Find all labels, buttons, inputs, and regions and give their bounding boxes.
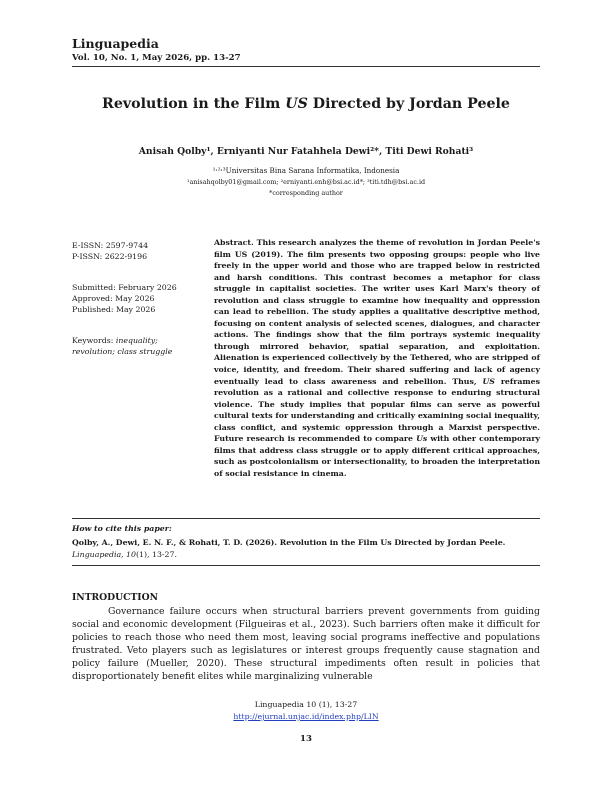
title-part-2: Directed by Jordan Peele: [307, 96, 510, 112]
abstract-text-1: This research analyzes the theme of revolution in Jordan Peele's film US (2019). The film presents two opposing groups: people who live freely in the upper world and those who are trapped below in restricted and harsh conditions. This contrast becomes a metaphor for class struggle in capitalist societies. The writer uses Karl Marx's theory of revolution and class struggle to examine how inequality and oppression can lead to rebellion. The study applies a qualitative descriptive method, focusing on content analysis of selected scenes, dialogues, and character actions. The findings show that the film portrays systemic inequality through mirrored behavior, spatial separation, and exploitation. Alienation is experienced collectively by the Tethered, who are stripped of voice, identity, and freedom. Their shared suffering and lack of agency eventually lead to class awareness and rebellion. Thus,: [214, 238, 540, 386]
title-part-1: Revolution in the Film: [102, 96, 286, 112]
footer-journal-link[interactable]: http://ejurnal.unjac.id/index.php/LIN: [233, 712, 379, 721]
published-date: Published: May 2026: [72, 305, 156, 314]
abstract-italic-us-2: Us: [416, 434, 428, 444]
corresponding-author-note: *corresponding author: [269, 189, 343, 197]
pissn: P-ISSN: 2622-9196: [72, 252, 148, 261]
citation-journal: Linguapedia, 10: [72, 549, 136, 559]
introduction-paragraph: Governance failure occurs when structural barriers prevent governments from guiding social and economic development (Filgueiras et al., 2023). Such barriers often make it difficult for policies to reach those who need them most, leaving social programs ineffective and populations frustrated. Veto players such as legislatures or interest groups frequently cause stagnation and policy failure (Mueller, 2020). These structural impediments often result in policies that disproportionately benefit elites while marginalizing vulnerable: [72, 606, 540, 682]
keywords-list: inequality; revolution; class struggle: [72, 336, 173, 356]
citation-issue: (1), 13-27.: [135, 549, 177, 559]
journal-issue-info: Vol. 10, No. 1, May 2026, pp. 13-27: [72, 53, 241, 63]
citation-bottom-rule: [72, 565, 540, 566]
footer-journal-line: Linguapedia 10 (1), 13-27: [254, 700, 358, 709]
submitted-date: Submitted: February 2026: [72, 283, 177, 292]
keywords-label: Keywords:: [72, 336, 114, 345]
page-number: 13: [300, 734, 312, 744]
author-emails: ¹anisahqolby01@gmail.com; ²erniyanti.enh@bsi.ac.id*; ³titi.tdh@bsi.ac.id: [186, 178, 426, 186]
affiliation: ¹˒²˒³Universitas Bina Sarana Informatika, Indonesia: [212, 166, 400, 175]
header-rule: [72, 66, 540, 67]
abstract-italic-us: US: [482, 376, 495, 386]
abstract-label: Abstract.: [214, 238, 254, 247]
approved-date: Approved: May 2026: [72, 294, 155, 303]
citation-top-rule: [72, 518, 540, 519]
journal-name: Linguapedia: [72, 36, 159, 51]
keywords-block: [72, 335, 190, 357]
abstract: [214, 237, 540, 479]
citation-body: Qolby, A., Dewi, E. N. F., & Rohati, T. D. (2026). Revolution in the Film Us Directed by Jordan Peele.: [72, 538, 506, 547]
eissn: E-ISSN: 2597-9744: [72, 241, 149, 250]
citation-heading: How to cite this paper:: [72, 524, 172, 533]
author-list: Anisah Qolby¹, Erniyanti Nur Fatahhela Dewi²*, Titi Dewi Rohati³: [138, 146, 474, 157]
abstract-text-3: with other contemporary films that address class struggle or to apply different critical approaches, such as postcolonialism or intersectionality, to broaden the interpretation of social resistance in cinema.: [214, 434, 540, 478]
section-heading-introduction: INTRODUCTION: [72, 592, 158, 603]
citation-text: [72, 537, 540, 560]
title-italic: US: [285, 96, 308, 112]
abstract-text-2: reframes revolution as a rational and collective response to enduring structural violence. The study implies that popular films can serve as powerful cultural texts for understanding and critically examining social inequality, class conflict, and systemic oppression through a Marxist perspective. Future research is recommended to compare: [214, 376, 540, 444]
article-title: [72, 96, 540, 112]
